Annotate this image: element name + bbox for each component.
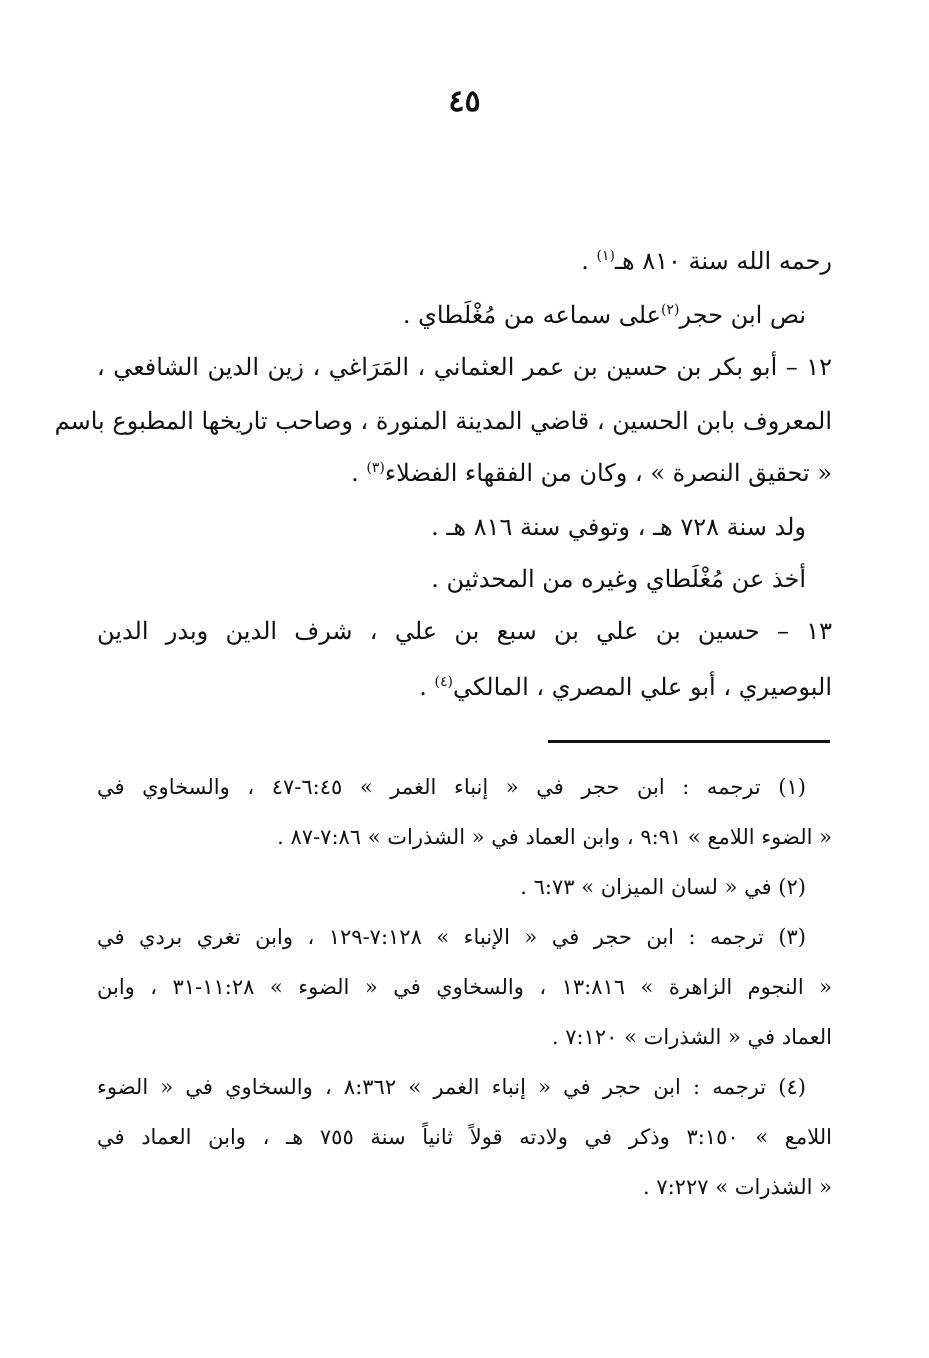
footnote-3-line-1 <box>97 922 832 952</box>
main-line-1-end: . <box>581 247 597 275</box>
main-line-9 <box>97 670 832 704</box>
main-line-2-pre: نص ابن حجر <box>679 301 806 329</box>
footnote-separator <box>548 740 830 743</box>
footnote-ref-2[interactable]: (٢) <box>661 302 680 318</box>
main-line-5 <box>97 456 832 490</box>
footnote-1-line-2: « الضوء اللامع » ٩:٩١ ، وابن العماد في « الشذرات » ٧:٨٦-٨٧ . <box>277 825 832 849</box>
footnote-4-line-1 <box>97 1072 832 1102</box>
main-line-5-text: « تحقيق النصرة » ، وكان من الفقهاء الفضلاء <box>384 459 832 487</box>
footnote-4-line-3: « الشذرات » ٧:٢٢٧ . <box>642 1175 832 1199</box>
main-line-6 <box>97 510 832 544</box>
main-line-8: ١٣ – حسين بن علي بن سبع بن علي ، شرف الدين وبدر الدين <box>97 617 832 645</box>
main-line-7-text: أخذ عن مُغْلَطاي وغيره من المحدثين . <box>431 565 806 593</box>
main-line-9-end: . <box>419 673 435 701</box>
footnote-4-line-1-text: (٤) ترجمه : ابن حجر في « إنباء الغمر » ٨:٣٦٢ ، والسخاوي في « الضوء <box>97 1075 806 1099</box>
footnote-1-line-1-text: (١) ترجمه : ابن حجر في « إنباء الغمر » ٦:٤٥-٤٧ ، والسخاوي في <box>97 775 806 799</box>
main-line-9-text: البوصيري ، أبو علي المصري ، المالكي <box>453 673 832 701</box>
main-line-2-post: على سماعه من مُغْلَطاي . <box>402 301 661 329</box>
main-line-7 <box>97 562 832 596</box>
footnote-ref-4[interactable]: (٤) <box>434 674 454 690</box>
footnote-1-line-1 <box>97 772 832 802</box>
footnote-ref-1[interactable]: (١) <box>596 248 615 264</box>
footnote-3-line-3: العماد في « الشذرات » ٧:١٢٠ . <box>551 1025 832 1049</box>
main-line-3: ١٢ – أبو بكر بن حسين بن عمر العثماني ، المَرَاغي ، زين الدين الشافعي ، <box>97 353 832 381</box>
main-line-4: المعروف بابن الحسين ، قاضي المدينة المنورة ، وصاحب تاريخها المطبوع باسم <box>54 407 832 435</box>
footnote-3-line-1-text: (٣) ترجمه : ابن حجر في « الإنباء » ٧:١٢٨-١٢٩ ، وابن تغري بردي في <box>97 925 806 949</box>
main-line-2 <box>97 298 832 332</box>
main-line-6-text: ولد سنة ٧٢٨ هـ ، وتوفي سنة ٨١٦ هـ . <box>431 513 806 541</box>
footnote-3-line-2: « النجوم الزاهرة » ١٣:٨١٦ ، والسخاوي في « الضوء » ١١:٢٨-٣١ ، وابن <box>97 975 832 999</box>
footnote-2-line-1 <box>97 872 832 902</box>
footnote-4-line-2: اللامع » ٣:١٥٠ وذكر في ولادته قولاً ثانياً سنة ٧٥٥ هـ ، وابن العماد في <box>97 1125 832 1149</box>
main-line-1 <box>97 244 832 278</box>
main-line-5-end: . <box>351 459 367 487</box>
footnote-2-line-1-text: (٢) في « لسان الميزان » ٦:٧٣ . <box>520 875 806 899</box>
main-line-1-text: رحمه الله سنة ٨١٠ هـ <box>614 247 832 275</box>
footnote-ref-3[interactable]: (٣) <box>366 460 385 476</box>
page-number: ٤٥ <box>448 84 481 119</box>
